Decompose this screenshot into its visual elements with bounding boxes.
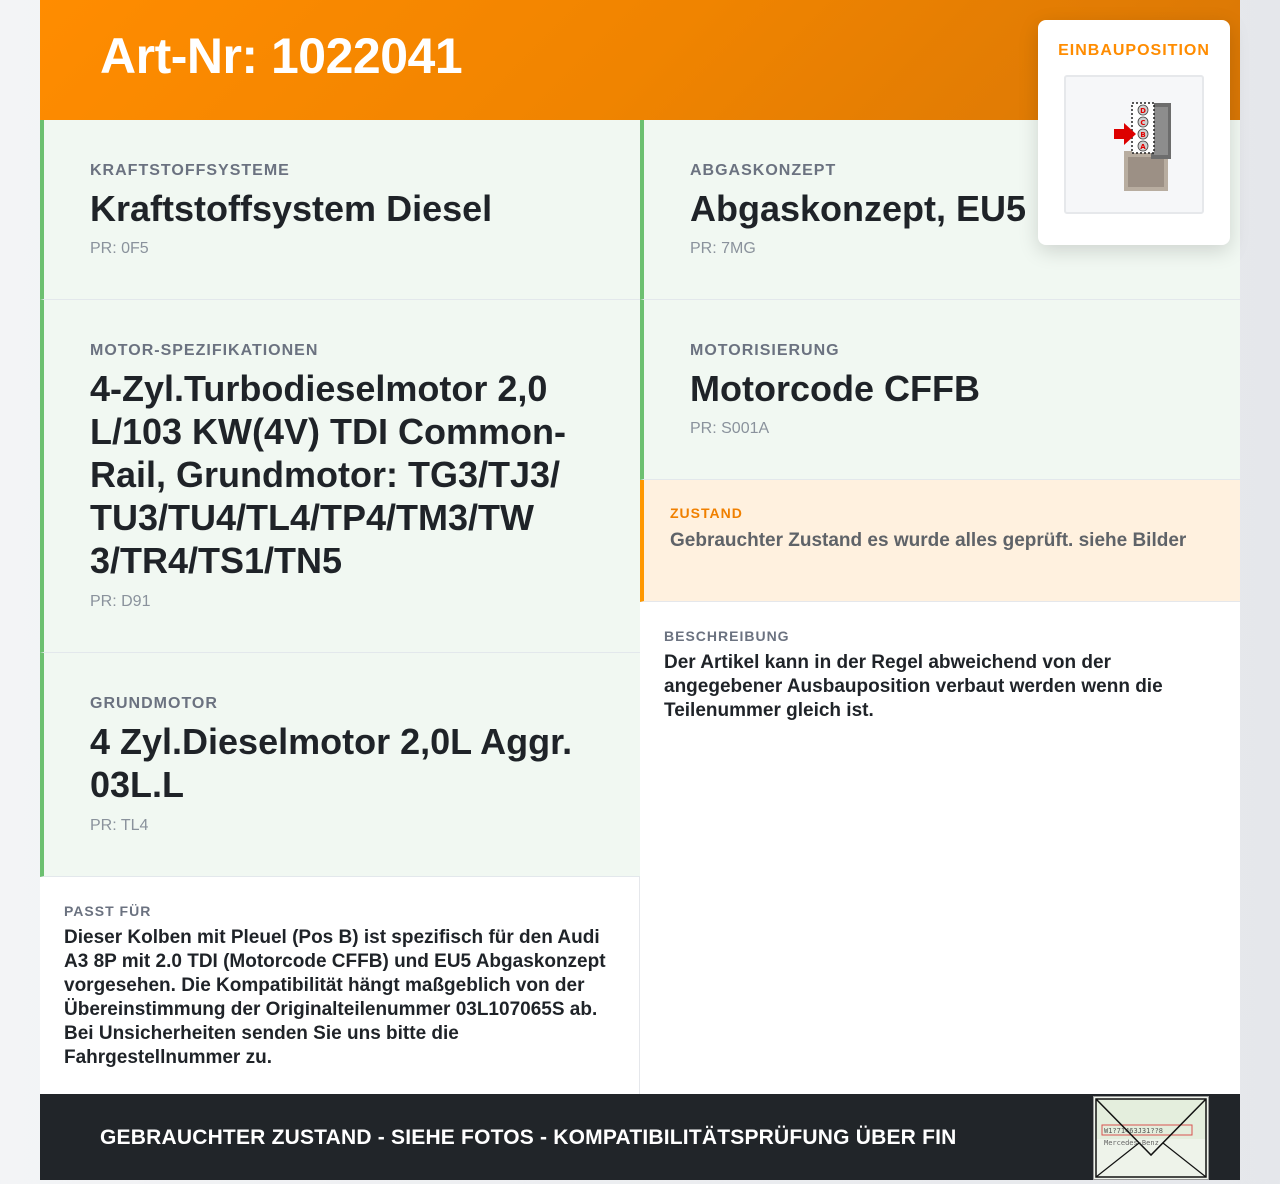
spec-value: Kraftstoffsystem Diesel	[90, 188, 493, 229]
spec-pr-code: PR: S001A	[690, 420, 770, 437]
passt-fuer-label: PASST FÜR	[64, 903, 152, 919]
einbauposition-title: EINBAUPOSITION	[1058, 42, 1210, 59]
spec-card-motor-spezifikationen	[40, 300, 640, 653]
spec-value: Motorcode CFFB	[690, 368, 980, 409]
article-number-title: Art-Nr: 1022041	[100, 28, 463, 84]
spec-card-motorisierung	[640, 300, 1240, 480]
svg-text:A: A	[1140, 143, 1146, 151]
spec-pr-code: PR: 0F5	[90, 240, 149, 257]
spec-card-kraftstoffsysteme	[40, 120, 640, 300]
beschreibung-text: Der Artikel kann in der Regel abweichend von der angegebener Ausbauposition verbaut werden wenn die Teilenummer gleich ist.	[664, 652, 1163, 721]
passt-fuer-text: Dieser Kolben mit Pleuel (Pos B) ist spezifisch für den Audi A3 8P mit 2.0 TDI (Motorcode CFFB) und EU5 Abgaskonzept vorgesehen. Die Kompatibilität hängt maßgeblich von der Übereinstimmung der Originalteilenummer 03L107065S ab. Bei Unsicherheiten senden Sie uns bitte die Fahrgestellnummer zu.	[64, 927, 606, 1068]
spec-pr-code: PR: 7MG	[690, 240, 756, 257]
product-sheet	[40, 0, 1240, 1180]
spec-value: 4 Zyl.Dieselmotor 2,0L Aggr. 03L.L	[90, 721, 573, 805]
svg-text:W1?71463J31??8: W1?71463J31??8	[1104, 1127, 1164, 1135]
svg-text:Mercedes-Benz: Mercedes-Benz	[1104, 1139, 1159, 1147]
spec-label: MOTOR-SPEZIFIKATIONEN	[90, 342, 319, 359]
spec-pr-code: PR: D91	[90, 593, 151, 610]
spec-label: ABGASKONZEPT	[690, 162, 837, 179]
spec-pr-code: PR: TL4	[90, 817, 149, 834]
spec-label: KRAFTSTOFFSYSTEME	[90, 162, 290, 179]
spec-label: MOTORISIERUNG	[690, 342, 840, 359]
column-divider	[639, 877, 640, 1094]
footer-banner	[40, 1094, 1240, 1180]
svg-text:B: B	[1140, 131, 1146, 139]
spec-value: 4-Zyl.Turbodieselmotor 2,0 L/103 KW(4V) TDI Common-Rail, Grundmotor: TG3/TJ3/ TU3/TU4/TL4/TP4/TM3/TW 3/TR4/TS1/TN5	[90, 368, 567, 581]
zustand-text: Gebrauchter Zustand es wurde alles geprüft. siehe Bilder	[670, 530, 1187, 551]
zustand-label: ZUSTAND	[670, 505, 743, 521]
envelope-document-icon	[1094, 1097, 1208, 1179]
engine-block-icon	[1066, 77, 1202, 212]
spec-label: GRUNDMOTOR	[90, 695, 218, 712]
footer-text: GEBRAUCHTER ZUSTAND - SIEHE FOTOS - KOMPATIBILITÄTSPRÜFUNG ÜBER FIN	[100, 1126, 957, 1149]
svg-text:D: D	[1140, 107, 1146, 115]
spec-value: Abgaskonzept, EU5	[690, 188, 1027, 229]
zustand-box	[640, 480, 1240, 602]
spec-card-grundmotor	[40, 653, 640, 877]
beschreibung-label: BESCHREIBUNG	[664, 628, 790, 644]
einbauposition-card	[1038, 20, 1230, 245]
svg-text:C: C	[1140, 119, 1146, 127]
engine-position-image[interactable]	[1064, 75, 1204, 214]
fin-document-thumbnail[interactable]	[1093, 1096, 1209, 1180]
